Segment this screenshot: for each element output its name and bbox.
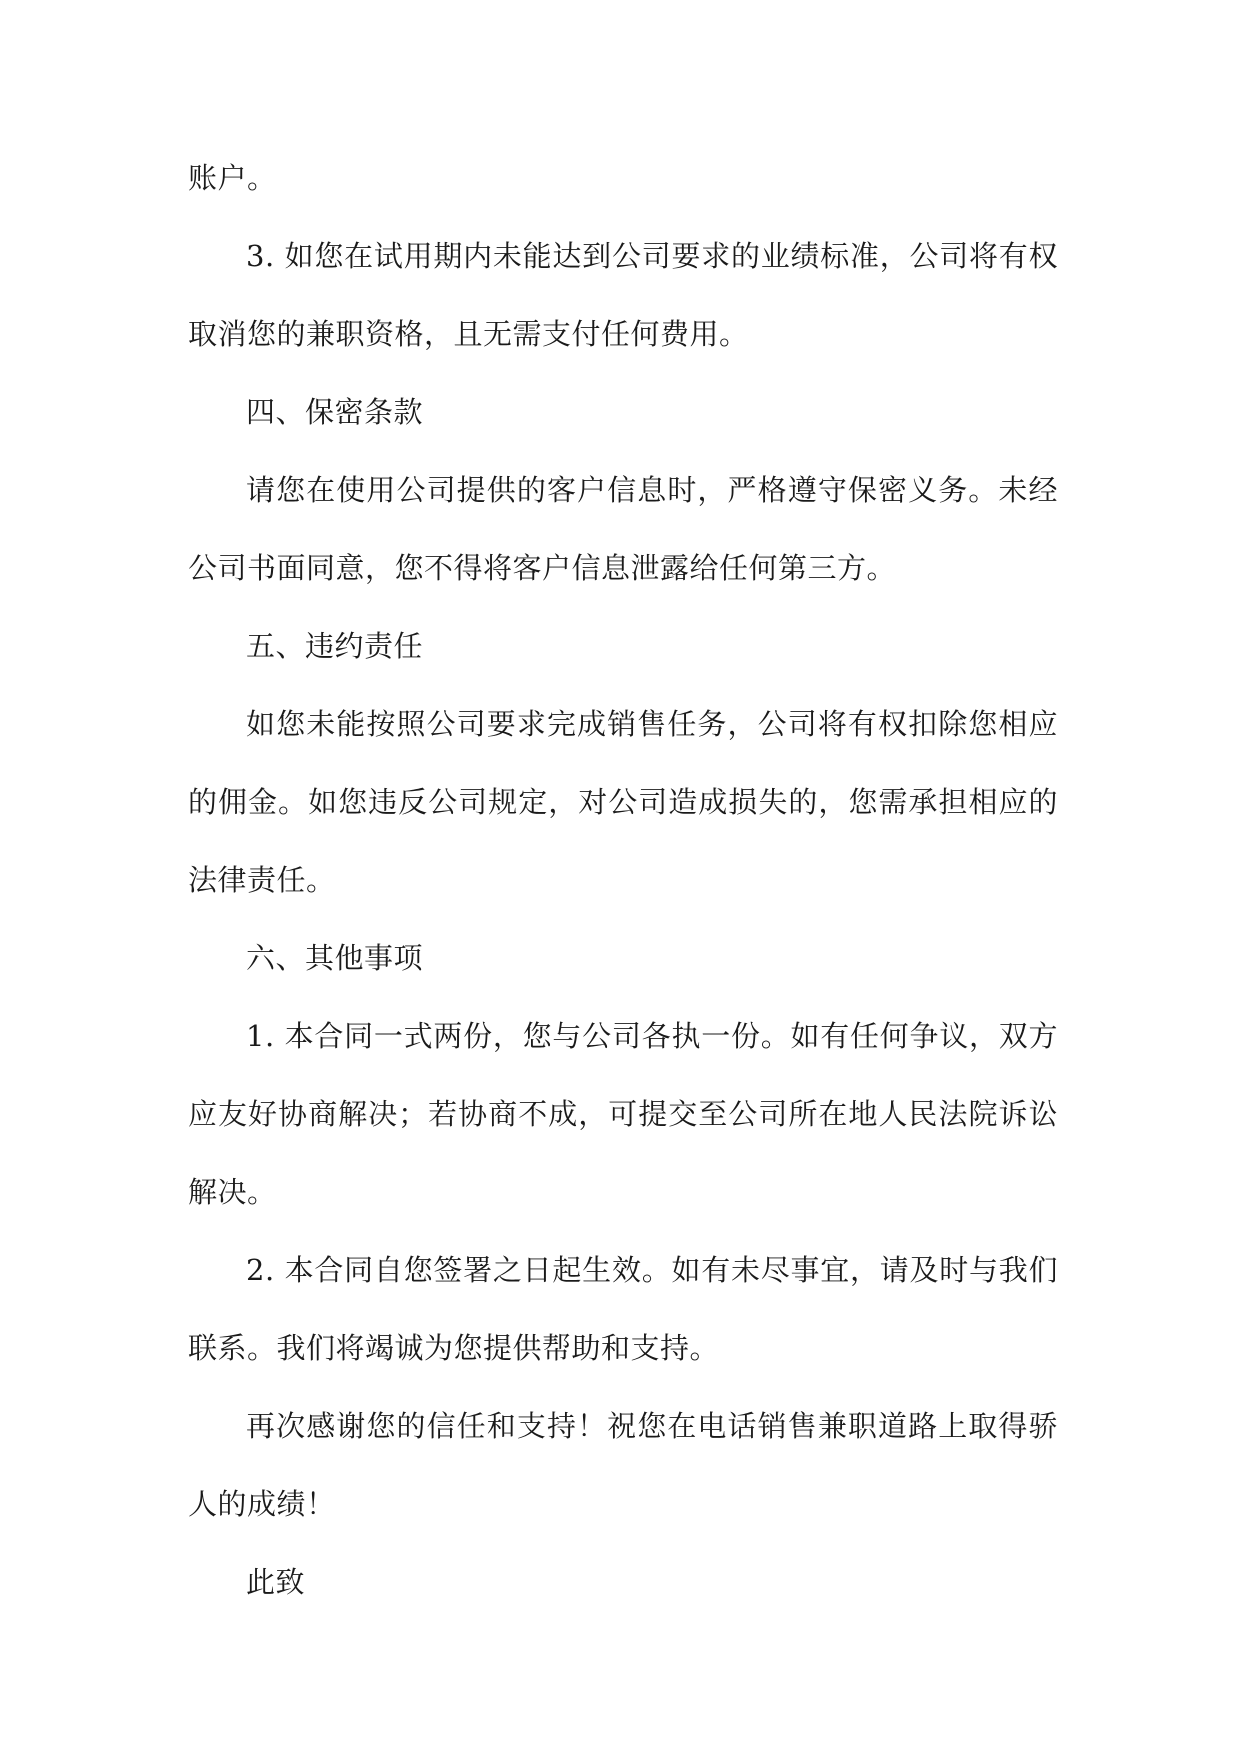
paragraph-thanks: 再次感谢您的信任和支持！祝您在电话销售兼职道路上取得骄人的成绩！ [188,1409,1058,1521]
closing-salutation: 此致 [246,1565,306,1599]
document-body [188,139,1058,1621]
paragraph-clause-3: 3. 如您在试用期内未能达到公司要求的业绩标准，公司将有权取消您的兼职资格，且无需支付任何费用。 [188,239,1058,351]
paragraph-other-1: 1. 本合同一式两份，您与公司各执一份。如有任何争议，双方应友好协商解决；若协商不成，可提交至公司所在地人民法院诉讼解决。 [188,1019,1058,1209]
section-heading-confidentiality: 四、保密条款 [246,395,424,429]
paragraph-liability: 如您未能按照公司要求完成销售任务，公司将有权扣除您相应的佣金。如您违反公司规定，对公司造成损失的，您需承担相应的法律责任。 [188,707,1058,897]
paragraph-continuation: 账户。 [188,161,277,195]
paragraph-confidentiality: 请您在使用公司提供的客户信息时，严格遵守保密义务。未经公司书面同意，您不得将客户信息泄露给任何第三方。 [188,473,1058,585]
paragraph-other-2: 2. 本合同自您签署之日起生效。如有未尽事宜，请及时与我们联系。我们将竭诚为您提供帮助和支持。 [188,1253,1058,1365]
section-heading-liability: 五、违约责任 [246,629,424,663]
section-heading-other-matters: 六、其他事项 [246,941,424,975]
